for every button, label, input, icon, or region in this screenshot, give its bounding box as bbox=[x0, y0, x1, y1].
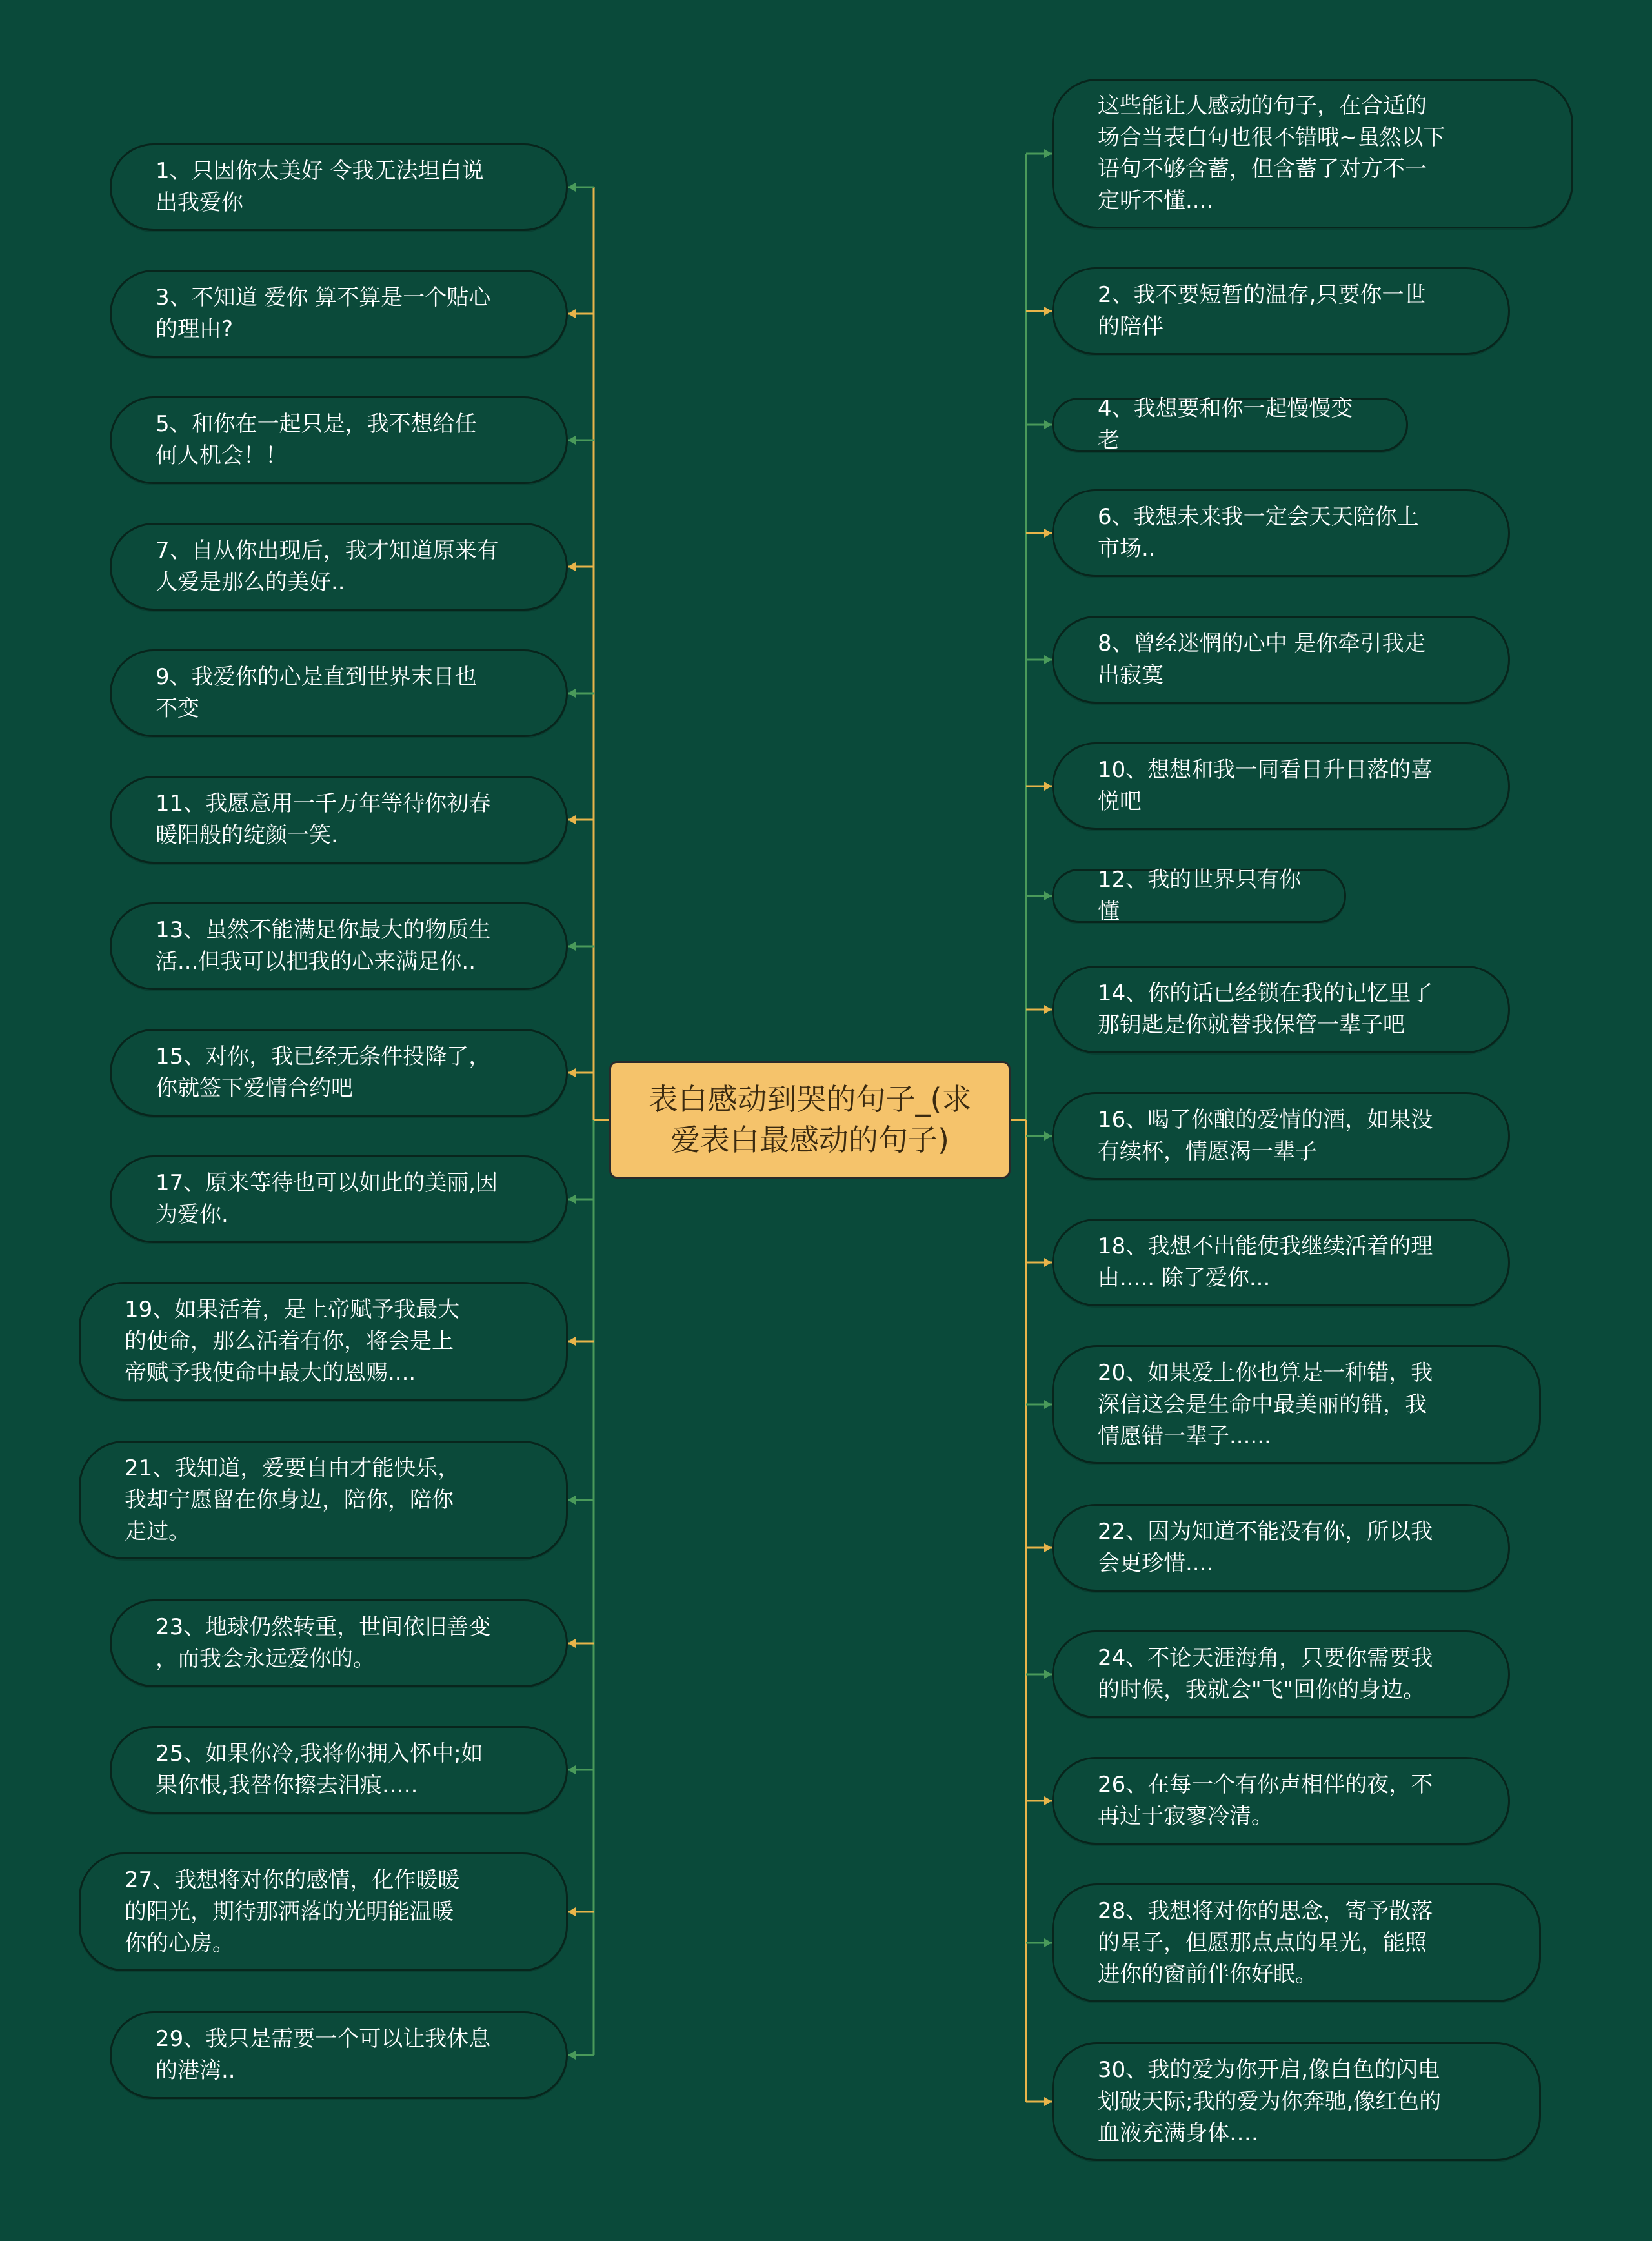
right-node[interactable] bbox=[1052, 1345, 1541, 1464]
right-node-text: 12、我的世界只有你懂 bbox=[1098, 867, 1302, 924]
right-node[interactable] bbox=[1052, 489, 1510, 577]
right-node[interactable] bbox=[1052, 869, 1346, 923]
left-node[interactable] bbox=[110, 649, 568, 737]
left-node-text: 25、如果你冷,我将你拥入怀中;如 果你恨,我替你擦去泪痕….. bbox=[156, 1741, 483, 1798]
left-node[interactable] bbox=[110, 270, 568, 358]
left-node[interactable] bbox=[110, 396, 568, 484]
left-node[interactable] bbox=[110, 143, 568, 231]
central-topic[interactable] bbox=[609, 1061, 1011, 1179]
right-node-text: 6、我想未来我一定会天天陪你上 市场.. bbox=[1098, 504, 1419, 562]
left-node-text: 29、我只是需要一个可以让我休息 的港湾.. bbox=[156, 2026, 491, 2084]
right-node[interactable] bbox=[1052, 1504, 1510, 1592]
right-node-text: 4、我想要和你一起慢慢变老 bbox=[1098, 396, 1353, 453]
right-node-text: 18、我想不出能使我继续活着的理 由..... 除了爱你... bbox=[1098, 1233, 1433, 1291]
right-node-text: 8、曾经迷惘的心中 是你牵引我走 出寂寞 bbox=[1098, 631, 1426, 688]
left-node-text: 21、我知道，爱要自由才能快乐， 我却宁愿留在你身边，陪你，陪你 走过。 bbox=[125, 1455, 460, 1545]
left-node[interactable] bbox=[79, 1852, 568, 1971]
right-node-text: 10、想想和我一同看日升日落的喜 悦吧 bbox=[1098, 757, 1433, 815]
left-node[interactable] bbox=[79, 1441, 568, 1559]
right-node[interactable] bbox=[1052, 1757, 1510, 1845]
left-node[interactable] bbox=[110, 902, 568, 990]
right-node[interactable] bbox=[1052, 966, 1510, 1053]
left-node[interactable] bbox=[110, 523, 568, 611]
left-node-text: 1、只因你太美好 令我无法坦白说 出我爱你 bbox=[156, 158, 484, 216]
left-node-text: 3、不知道 爱你 算不算是一个贴心 的理由? bbox=[156, 285, 491, 342]
right-node[interactable] bbox=[1052, 267, 1510, 355]
left-node-text: 5、和你在一起只是，我不想给任 何人机会！！ bbox=[156, 411, 477, 469]
left-node-text: 23、地球仍然转重，世间依旧善变 ，而我会永远爱你的。 bbox=[156, 1614, 491, 1672]
right-node[interactable] bbox=[1052, 2042, 1541, 2161]
left-node[interactable] bbox=[110, 776, 568, 864]
left-node-text: 19、如果活着，是上帝赋予我最大 的使命，那么活着有你，将会是上 帝赋予我使命中最大的恩赐.... bbox=[125, 1296, 460, 1386]
left-node[interactable] bbox=[110, 2011, 568, 2099]
left-node-text: 11、我愿意用一千万年等待你初春 暖阳般的绽颜一笑. bbox=[156, 791, 491, 848]
right-node-text: 20、如果爱上你也算是一种错，我 深信这会是生命中最美丽的错，我 情愿错一辈子...... bbox=[1098, 1359, 1433, 1449]
right-node-text: 30、我的爱为你开启,像白色的闪电 划破天际;我的爱为你奔驰,像红色的 血液充满身体…. bbox=[1098, 2056, 1442, 2146]
left-node[interactable] bbox=[110, 1599, 568, 1687]
right-node[interactable] bbox=[1052, 742, 1510, 830]
central-topic-text: 表白感动到哭的句子_(求 爱表白最感动的句子) bbox=[648, 1082, 972, 1157]
right-node[interactable] bbox=[1052, 616, 1510, 704]
left-node[interactable] bbox=[79, 1282, 568, 1401]
right-node-text: 28、我想将对你的思念，寄予散落 的星子，但愿那点点的星光，能照 进你的窗前伴你好眠。 bbox=[1098, 1898, 1433, 1987]
right-node[interactable] bbox=[1052, 1883, 1541, 2002]
right-node-text: 24、不论天涯海角，只要你需要我 的时候，我就会"飞"回你的身边。 bbox=[1098, 1645, 1433, 1703]
right-node[interactable] bbox=[1052, 1219, 1510, 1306]
left-node-text: 27、我想将对你的感情，化作暖暖 的阳光，期待那洒落的光明能温暖 你的心房。 bbox=[125, 1867, 460, 1956]
right-node[interactable] bbox=[1052, 1630, 1510, 1718]
left-node-text: 7、自从你出现后，我才知道原来有 人爱是那么的美好.. bbox=[156, 538, 499, 595]
right-node-text: 2、我不要短暂的温存,只要你一世 的陪伴 bbox=[1098, 282, 1426, 340]
right-node-text: 这些能让人感动的句子，在合适的 场合当表白句也很不错哦~虽然以下 语句不够含蓄，但含蓄了对方不一 定听不懂.... bbox=[1098, 93, 1446, 214]
left-node-text: 9、我爱你的心是直到世界末日也 不变 bbox=[156, 664, 477, 722]
right-node-text: 22、因为知道不能没有你，所以我 会更珍惜.... bbox=[1098, 1519, 1433, 1576]
left-node-text: 13、虽然不能满足你最大的物质生 活...但我可以把我的心来满足你.. bbox=[156, 917, 491, 975]
left-node[interactable] bbox=[110, 1029, 568, 1117]
right-node-text: 26、在每一个有你声相伴的夜，不 再过于寂寥冷清。 bbox=[1098, 1772, 1433, 1829]
right-node-text: 16、喝了你酿的爱情的酒，如果没 有续杯，情愿渴一辈子 bbox=[1098, 1107, 1433, 1164]
right-node[interactable] bbox=[1052, 79, 1573, 228]
right-node[interactable] bbox=[1052, 398, 1408, 452]
right-node-text: 14、你的话已经锁在我的记忆里了 那钥匙是你就替我保管一辈子吧 bbox=[1098, 980, 1433, 1038]
left-node-text: 15、对你，我已经无条件投降了， 你就签下爱情合约吧 bbox=[156, 1044, 491, 1101]
right-node[interactable] bbox=[1052, 1092, 1510, 1180]
left-node[interactable] bbox=[110, 1155, 568, 1243]
left-node[interactable] bbox=[110, 1726, 568, 1814]
left-node-text: 17、原来等待也可以如此的美丽,因 为爱你. bbox=[156, 1170, 498, 1228]
